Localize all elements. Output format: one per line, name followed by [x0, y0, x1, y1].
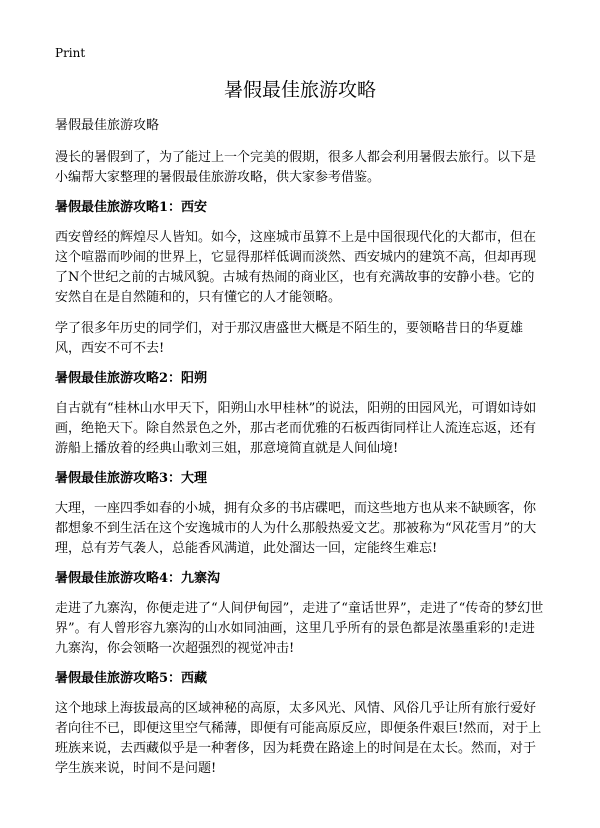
section-paragraph: 这个地球上海拔最高的区域神秘的高原，太多风光、风情、风俗几乎让所有旅行爱好者向往不已，即便这里空气稀薄，即便有可能高原反应，即便条件艰巨!然而，对于上班族来说，去西藏似乎是一种奢侈，因为耗费在路途上的时间是在太长。然而，对于学生族来说，时间不是问题!: [55, 701, 542, 776]
section-heading: 暑假最佳旅游攻略4：九寨沟: [55, 571, 221, 586]
section-paragraph: 学了很多年历史的同学们，对于那汉唐盛世大概是不陌生的，要领略昔日的华夏雄风，西安不可不去!: [55, 321, 524, 356]
intro-paragraph: 漫长的暑假到了，为了能过上一个完美的假期，很多人都会利用暑假去旅行。以下是小编帮大家整理的暑假最佳旅游攻略，供大家参考借鉴。: [55, 150, 537, 185]
section-paragraph: 走进了九寨沟，你便走进了“人间伊甸园”，走进了“童话世界”，走进了“传奇的梦幻世界”。有人曾形容九寨沟的山水如同油画，这里几乎所有的景色都是浓墨重彩的!走进九寨沟，你会领略一次超强烈的视觉冲击!: [55, 601, 544, 656]
section-heading: 暑假最佳旅游攻略2：阳朔: [55, 371, 208, 386]
section-paragraph: 自古就有“桂林山水甲天下，阳朔山水甲桂林”的说法，阳朔的田园风光，可谓如诗如画，绝艳天下。除自然景色之外，那古老而优雅的石板西街同样让人流连忘返，还有游船上播放着的经典山歌刘三姐，那意境简直就是人间仙境!: [55, 401, 537, 456]
section-paragraph: 西安曾经的辉煌尽人皆知。如今，这座城市虽算不上是中国很现代化的大都市，但在这个喧嚣而吵闹的世界上，它显得那样低调而淡然、西安城内的建筑不高，但却再现了N个世纪之前的古城风貌。古城有热闹的商业区，也有充满故事的安静小巷。它的安然自在是自然随和的，只有懂它的人才能领略。: [55, 230, 537, 305]
section-heading: 暑假最佳旅游攻略3：大理: [55, 471, 208, 486]
section-heading: 暑假最佳旅游攻略5：西藏: [55, 671, 208, 686]
section-tibet: [55, 670, 545, 779]
document-title: 暑假最佳旅游攻略: [223, 79, 376, 101]
section-heading: 暑假最佳旅游攻略1：西安: [55, 200, 208, 215]
print-label: Print: [55, 46, 86, 60]
section-jiuzhaigou: [55, 570, 545, 659]
section-dali: [55, 470, 545, 559]
section-yangshuo: [55, 370, 545, 459]
document-subtitle: 暑假最佳旅游攻略: [55, 118, 160, 133]
section-xian: [55, 199, 545, 359]
section-paragraph: 大理，一座四季如春的小城，拥有众多的书店碟吧，而这些地方也从来不缺顾客，你都想象不到生活在这个安逸城市的人为什么那般热爱文艺。那被称为“风花雪月”的大理，总有芳气袭人，总能香风满道，此处溜达一回，定能终生难忘!: [55, 501, 537, 556]
